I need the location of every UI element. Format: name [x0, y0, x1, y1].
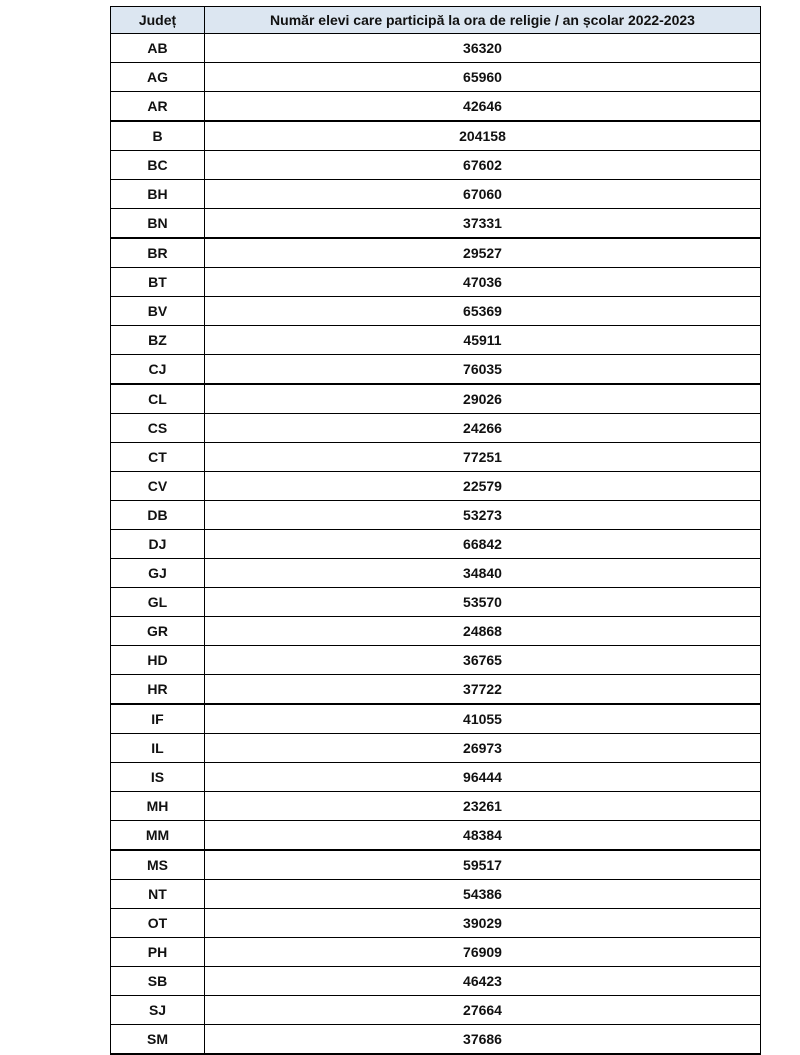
table-row — [111, 734, 761, 763]
cell-county: CL — [111, 384, 205, 414]
cell-student-count: 65369 — [205, 297, 761, 326]
table-row — [111, 938, 761, 967]
cell-student-count: 46423 — [205, 967, 761, 996]
table-row — [111, 472, 761, 501]
cell-county: NT — [111, 880, 205, 909]
table-row — [111, 297, 761, 326]
header-row — [111, 7, 761, 34]
cell-county: BV — [111, 297, 205, 326]
table-row — [111, 763, 761, 792]
cell-student-count: 29026 — [205, 384, 761, 414]
table-row — [111, 704, 761, 734]
table-row — [111, 326, 761, 355]
table-row — [111, 880, 761, 909]
cell-county: SJ — [111, 996, 205, 1025]
cell-student-count: 23261 — [205, 792, 761, 821]
cell-student-count: 36765 — [205, 646, 761, 675]
cell-county: SM — [111, 1025, 205, 1055]
cell-county: CT — [111, 443, 205, 472]
cell-student-count: 54386 — [205, 880, 761, 909]
cell-student-count: 27664 — [205, 996, 761, 1025]
cell-student-count: 42646 — [205, 92, 761, 122]
cell-county: B — [111, 121, 205, 151]
cell-student-count: 41055 — [205, 704, 761, 734]
cell-student-count: 29527 — [205, 238, 761, 268]
cell-student-count: 37686 — [205, 1025, 761, 1055]
cell-student-count: 65960 — [205, 63, 761, 92]
table-row — [111, 121, 761, 151]
table-row — [111, 63, 761, 92]
cell-county: BZ — [111, 326, 205, 355]
cell-county: MS — [111, 850, 205, 880]
table-body — [111, 34, 761, 1055]
cell-student-count: 37722 — [205, 675, 761, 705]
cell-student-count: 45911 — [205, 326, 761, 355]
cell-student-count: 39029 — [205, 909, 761, 938]
table-row — [111, 268, 761, 297]
header-student-count: Număr elevi care participă la ora de religie / an școlar 2022-2023 — [205, 7, 761, 34]
table-row — [111, 530, 761, 559]
table-row — [111, 617, 761, 646]
table-row — [111, 821, 761, 851]
table-row — [111, 414, 761, 443]
table-row — [111, 588, 761, 617]
cell-county: SB — [111, 967, 205, 996]
cell-county: GJ — [111, 559, 205, 588]
cell-student-count: 47036 — [205, 268, 761, 297]
cell-student-count: 96444 — [205, 763, 761, 792]
cell-county: PH — [111, 938, 205, 967]
cell-county: IS — [111, 763, 205, 792]
cell-county: CS — [111, 414, 205, 443]
cell-county: IF — [111, 704, 205, 734]
table-row — [111, 151, 761, 180]
students-religion-table — [110, 6, 761, 1055]
table-row — [111, 209, 761, 239]
cell-student-count: 76035 — [205, 355, 761, 385]
cell-county: AG — [111, 63, 205, 92]
table-row — [111, 238, 761, 268]
cell-county: MH — [111, 792, 205, 821]
table-row — [111, 675, 761, 705]
table-row — [111, 34, 761, 63]
cell-county: CV — [111, 472, 205, 501]
cell-student-count: 59517 — [205, 850, 761, 880]
table-row — [111, 1025, 761, 1055]
cell-county: AB — [111, 34, 205, 63]
cell-county: BN — [111, 209, 205, 239]
table-row — [111, 501, 761, 530]
table-row — [111, 909, 761, 938]
cell-student-count: 66842 — [205, 530, 761, 559]
table-row — [111, 646, 761, 675]
table-row — [111, 384, 761, 414]
table-row — [111, 92, 761, 122]
cell-county: AR — [111, 92, 205, 122]
cell-student-count: 67060 — [205, 180, 761, 209]
cell-county: MM — [111, 821, 205, 851]
table-row — [111, 792, 761, 821]
table-row — [111, 559, 761, 588]
cell-student-count: 76909 — [205, 938, 761, 967]
cell-county: BT — [111, 268, 205, 297]
cell-student-count: 34840 — [205, 559, 761, 588]
table-row — [111, 850, 761, 880]
cell-student-count: 37331 — [205, 209, 761, 239]
cell-county: HR — [111, 675, 205, 705]
cell-county: GL — [111, 588, 205, 617]
table-row — [111, 443, 761, 472]
cell-student-count: 77251 — [205, 443, 761, 472]
cell-county: DJ — [111, 530, 205, 559]
cell-county: OT — [111, 909, 205, 938]
cell-student-count: 24266 — [205, 414, 761, 443]
table-header — [111, 7, 761, 34]
cell-county: BR — [111, 238, 205, 268]
table-row — [111, 355, 761, 385]
cell-student-count: 48384 — [205, 821, 761, 851]
cell-student-count: 24868 — [205, 617, 761, 646]
cell-student-count: 204158 — [205, 121, 761, 151]
header-county: Județ — [111, 7, 205, 34]
cell-county: DB — [111, 501, 205, 530]
cell-county: IL — [111, 734, 205, 763]
table-row — [111, 180, 761, 209]
cell-student-count: 53570 — [205, 588, 761, 617]
cell-student-count: 36320 — [205, 34, 761, 63]
cell-student-count: 53273 — [205, 501, 761, 530]
cell-county: BH — [111, 180, 205, 209]
data-table-container — [110, 6, 760, 1055]
table-row — [111, 996, 761, 1025]
cell-student-count: 67602 — [205, 151, 761, 180]
cell-county: BC — [111, 151, 205, 180]
cell-student-count: 22579 — [205, 472, 761, 501]
table-row — [111, 967, 761, 996]
cell-county: CJ — [111, 355, 205, 385]
cell-student-count: 26973 — [205, 734, 761, 763]
cell-county: HD — [111, 646, 205, 675]
cell-county: GR — [111, 617, 205, 646]
